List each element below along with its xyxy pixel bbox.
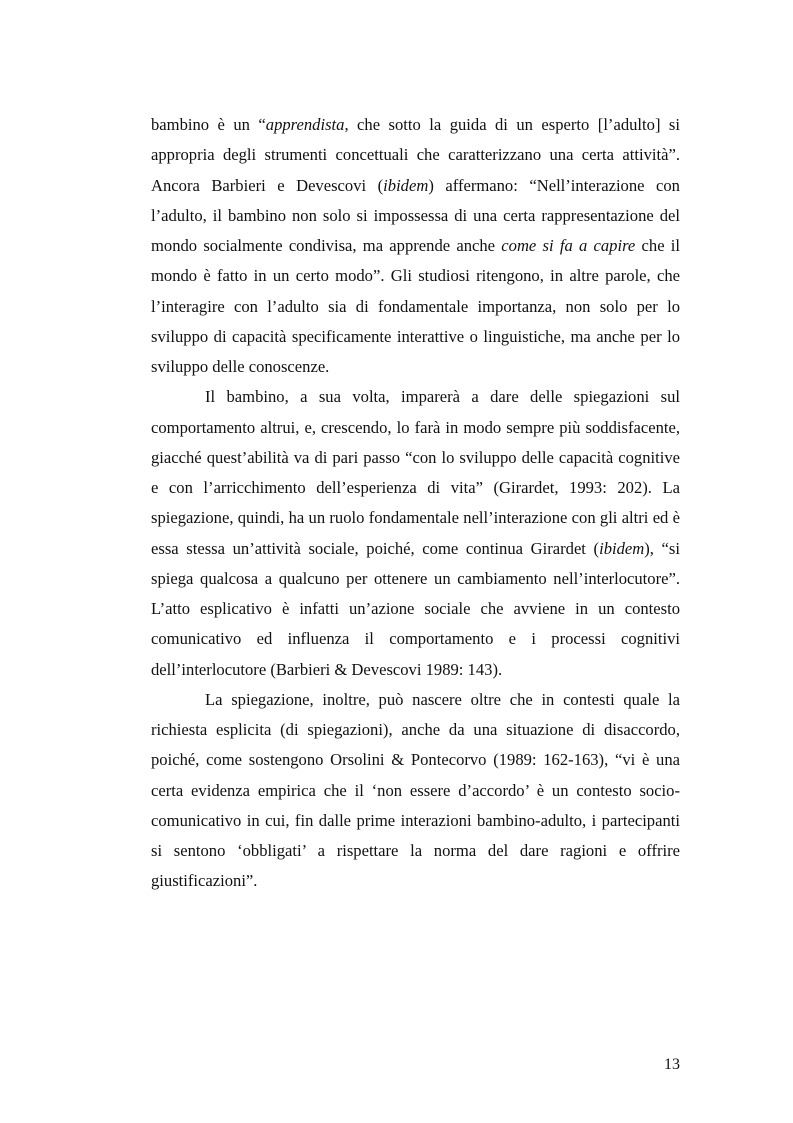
- paragraph-2: [151, 382, 680, 685]
- text-run: bambino è un “: [151, 115, 266, 134]
- italic-text-run: ibidem: [599, 538, 645, 558]
- page-number: 13: [664, 1056, 680, 1073]
- italic-text-run: apprendista: [265, 115, 345, 134]
- body-text: [151, 110, 680, 897]
- italic-text-run: come si fa a capire: [501, 236, 636, 255]
- paragraph-1: [151, 110, 680, 382]
- text-run: ), “si spiega qualcosa a qualcuno per ottenere un cambiamento nell’interlocutore”. L’atto esplicativo è infatti un’azione sociale che avviene in un contesto comunicativo ed influenza il comportamento e i processi cognitivi dell’interlocutore (Barbieri & Devescovi 1989: 143).: [151, 538, 680, 679]
- text-run: che il mondo è fatto in un certo modo”. Gli studiosi ritengono, in altre parole, che l’interagire con l’adulto sia di fondamentale importanza, non solo per lo sviluppo di capacità specificamente interattive o linguistiche, ma anche per lo sviluppo delle conoscenze.: [151, 236, 681, 376]
- text-run: ) affermano: “Nell’interazione con l’adulto, il bambino non solo si impossessa di una certa rappresentazione del mondo socialmente condivisa, ma apprende anche: [151, 175, 680, 255]
- text-run: , che sotto la guida di un esperto [l’adulto] si appropria degli strumenti concettuali che caratterizzano una certa attività”. Ancora Barbieri e Devescovi (: [151, 115, 680, 195]
- text-run: La spiegazione, inoltre, può nascere oltre che in contesti quale la richiesta esplicita (di spiegazioni), anche da una situazione di disaccordo, poiché, come sostengono Orsolini & Pontecorvo (1989: 162-163), “vi è una certa evidenza empirica che il ‘non essere d’accordo’ è un contesto socio-comunicativo in cui, fin dalle prime interazioni bambino-adulto, i partecipanti si sentono ‘obbligati’ a rispettare la norma del dare ragioni e offrire giustificazioni”.: [151, 689, 680, 891]
- text-run: Il bambino, a sua volta, imparerà a dare delle spiegazioni sul comportamento altrui, e, crescendo, lo farà in modo sempre più soddisfacente, giacché quest’abilità va di pari passo “con lo sviluppo delle capacità cognitive e con l’arricchimento dell’esperienza di vita” (Girardet, 1993: 202). La spiegazione, quindi, ha un ruolo fondamentale nell’interazione con gli altri ed è essa stessa un’attività sociale, poiché, come continua Girardet (: [151, 387, 680, 558]
- italic-text-run: ibidem: [383, 175, 429, 195]
- paragraph-3: [151, 685, 680, 897]
